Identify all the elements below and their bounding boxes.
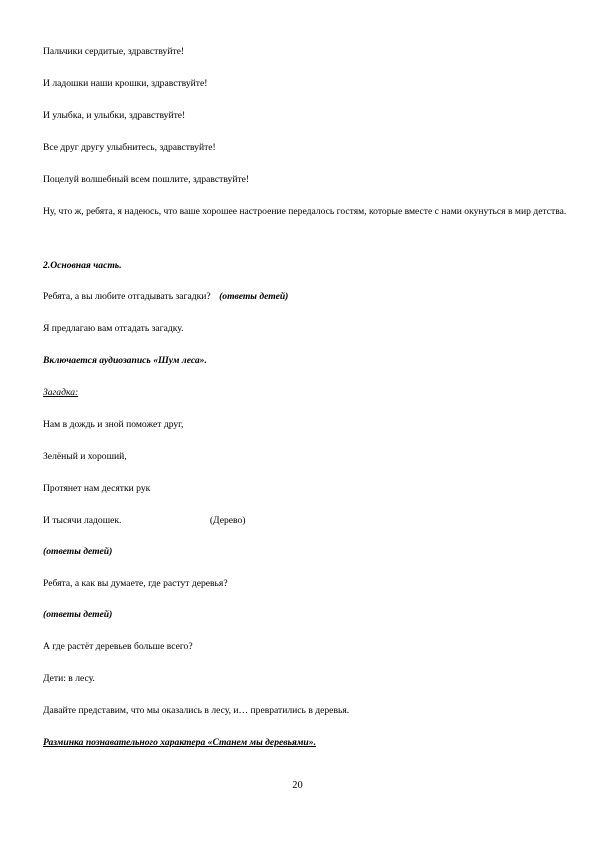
riddle-label: Загадка: bbox=[43, 387, 79, 398]
imagine-line: Давайте представим, что мы оказались в лесу, и… превратились в деревья. bbox=[43, 705, 350, 716]
children-answers-inline: (ответы детей) bbox=[219, 291, 289, 302]
riddle-line-1: Нам в дождь и зной поможет друг, bbox=[43, 419, 184, 430]
riddle-answer: (Дерево) bbox=[209, 515, 246, 526]
riddle-line-2: Зелёный и хороший, bbox=[43, 451, 127, 462]
warmup-title: Разминка познавательного характера «Станем мы деревьями». bbox=[43, 737, 316, 748]
question-most-trees: А где растёт деревьев больше всего? bbox=[43, 641, 193, 652]
question-riddles-line bbox=[43, 291, 288, 303]
question-riddles: Ребята, а вы любите отгадывать загадки? bbox=[43, 291, 211, 302]
children-reply: Дети: в лесу. bbox=[43, 673, 95, 684]
question-trees-grow: Ребята, а как вы думаете, где растут деревья? bbox=[43, 578, 228, 589]
greeting-line-5: Поцелуй волшебный всем пошлите, здравствуйте! bbox=[43, 174, 250, 185]
greeting-line-1: Пальчики сердитые, здравствуйте! bbox=[43, 46, 185, 57]
section-heading: 2.Основная часть. bbox=[43, 260, 122, 271]
offer-riddle: Я предлагаю вам отгадать загадку. bbox=[43, 323, 184, 334]
greeting-line-3: И улыбка, и улыбки, здравствуйте! bbox=[43, 110, 186, 121]
greeting-line-4: Все друг другу улыбнитесь, здравствуйте! bbox=[43, 142, 216, 153]
riddle-line-4: И тысячи ладошек. bbox=[43, 515, 122, 526]
children-answers-1: (ответы детей) bbox=[43, 546, 113, 557]
greeting-line-2: И ладошки наши крошки, здравствуйте! bbox=[43, 78, 208, 89]
children-answers-2: (ответы детей) bbox=[43, 609, 113, 620]
riddle-line-4-row bbox=[43, 515, 245, 527]
audio-note: Включается аудиозапись «Шум леса». bbox=[43, 355, 207, 366]
page-number: 20 bbox=[292, 780, 303, 791]
riddle-line-3: Протянет нам десятки рук bbox=[43, 483, 151, 494]
intro-paragraph: Ну, что ж, ребята, я надеюсь, что ваше хорошее настроение передалось гостям, которые вместе с нами окунуться в мир детства. bbox=[43, 206, 567, 217]
